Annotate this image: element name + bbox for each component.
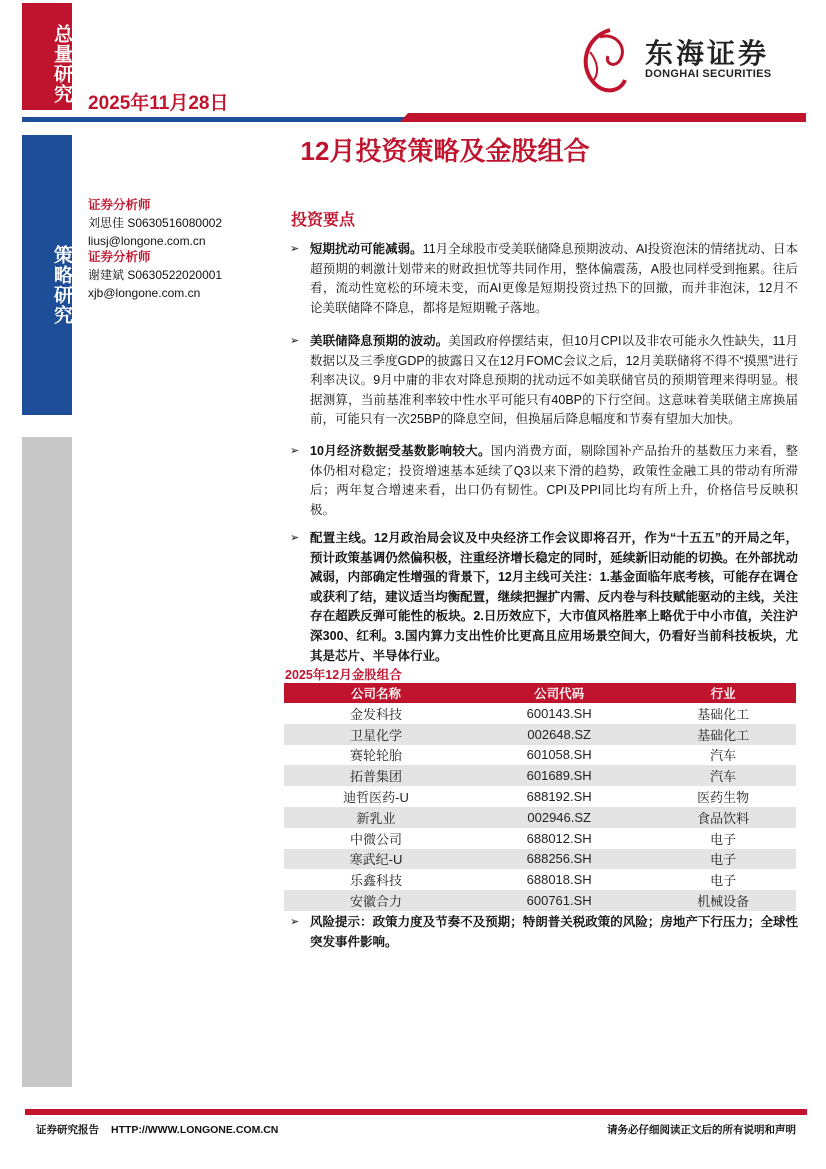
footer-label: 证券研究报告 [36,1124,99,1136]
footer-divider [25,1109,807,1115]
cell-code: 601689.SH [468,765,650,786]
table-row [284,849,796,870]
footer-url[interactable]: HTTP://WWW.LONGONE.COM.CN [111,1124,279,1136]
analyst-role: 证券分析师 [88,250,151,264]
cell-industry: 食品饮料 [650,807,796,828]
cell-code: 688012.SH [526,830,592,846]
table-row [284,724,796,745]
cell-industry: 基础化工 [697,706,750,722]
column-header-code: 公司代码 [468,683,650,703]
analyst-name-id: 刘思佳 S0630516080002 [88,216,223,230]
cell-industry: 基础化工 [650,724,796,745]
cell-code: 601058.SH [526,747,592,763]
table-row [284,869,796,890]
cell-company: 迪哲医药-U [343,790,409,806]
cell-industry: 机械设备 [650,890,796,911]
cell-code: 688256.SH [468,849,650,870]
bullet-arrow-icon: ➢ [290,916,300,928]
report-title: 12月投资策略及金股组合 [300,136,590,166]
table-row [284,786,796,807]
cell-company: 中微公司 [350,831,403,847]
cell-code: 600761.SH [468,890,650,911]
key-point-3 [290,442,798,520]
column-header-industry: 行业 [650,683,796,703]
cell-company: 拓普集团 [284,765,468,786]
cell-code: 688018.SH [526,872,592,888]
bullet-arrow-icon: ➢ [290,445,300,457]
section-tag-macro: 总量研究 [22,3,72,110]
logo-text-en: DONGHAI SECURITIES [645,68,772,80]
table-row [284,828,796,849]
point-heading: 配置主线。 [310,531,375,545]
cell-industry: 医药生物 [697,790,750,806]
column-header-company: 公司名称 [284,683,468,703]
key-point-1 [290,240,798,318]
table-row [284,765,796,786]
bullet-arrow-icon: ➢ [290,335,300,347]
point-body: 12月政治局会议及中央经济工作会议即将召开，作为“十五五”的开局之年，预计政策基调仍然偏积极，注重经济增长稳定的同时，延续新旧动能的切换。在外部扰动减弱，内部确定性增强的背景下，12月主线可关注：1.基金面临年底考核，可能存在调仓或获利了结，建议适当均衡配置，继续把握扩内需、反内卷与科技赋能驱动的主线，关注存在超跌反弹可能性的板块。2.日历效应下，大市值风格胜率上略优于中小市值，关注沪深300、红利。3.国内算力支出性价比更高且应用场景空间大，仍看好当前科技板块，尤其是芯片、半导体行业。 [310,531,798,663]
analyst-role: 证券分析师 [88,198,151,212]
key-point-4 [290,529,798,666]
analyst-2 [88,248,222,302]
key-point-2 [290,332,798,430]
bullet-arrow-icon: ➢ [290,532,300,544]
cell-code: 002648.SZ [468,724,650,745]
point-body: 美国政府停摆结束，但10月CPI以及非农可能永久性缺失，11月数据以及三季度GDP的披露日又在12月FOMC会议之后，12月美联储将不得不“摸黑”进行利率决议。9月中庸的非农对降息预期的扰动远不如美联储官员的预期管理来得明显。根据测算，当前基准利率较中性水平可能只有40BP的下行空间。这意味着美联储主席换届前，可能只有一次25BP的降息空间，但换届后降息幅度和节奏有望加大加快。 [310,334,798,427]
analyst-name-id: 谢建斌 S0630522020001 [88,268,223,282]
cell-industry: 电子 [710,831,737,847]
report-date: 2025年11月28日 [88,93,229,114]
point-heading: 短期扰动可能减弱。 [310,242,423,256]
cell-company: 安徽合力 [284,890,468,911]
footer-left [36,1122,278,1137]
table-row [284,807,796,828]
portfolio-table-title: 2025年12月金股组合 [285,668,402,682]
risk-warning [290,913,798,952]
cell-industry: 电子 [650,849,796,870]
gold-stock-table [284,683,796,911]
risk-heading: 风险提示： [310,915,373,929]
logo-text-cn: 东海证券 [645,38,770,69]
table-row [284,745,796,766]
cell-code: 600143.SH [526,705,592,721]
point-body: 11月全球股市受美联储降息预期波动、AI投资泡沫的情绪扰动、日本超预期的刺激计划带来的财政担忧等共同作用，整体偏震荡，A股也同样受到拖累。往后看，流动性宽松的环境未变，而AI更像是短期投资过热下的回撤，而并非泡沫，12月不论美联储降不降息，都将是短期靴子落地。 [310,242,798,315]
bullet-arrow-icon: ➢ [290,243,300,255]
point-body: 国内消费方面，剔除国补产品抬升的基数压力来看，整体仍相对稳定；投资增速基本延续了Q3以来下滑的趋势，政策性金融工具的带动有所滞后；两年复合增速来看，出口仍有韧性。CPI及PPI同比均有所上升，价格信号反映积极。 [310,444,798,517]
cell-code: 002946.SZ [468,807,650,828]
risk-body: 政策力度及节奏不及预期；特朗普关税政策的风险；房地产下行压力；全球性突发事件影响。 [310,915,798,949]
point-heading: 10月经济数据受基数影响较大。 [310,444,491,458]
footer-disclaimer: 请务必仔细阅读正文后的所有说明和声明 [607,1124,796,1136]
sidebar-grey-bar [22,437,72,1087]
table-row [284,703,796,724]
point-heading: 美联储降息预期的波动。 [310,334,449,348]
cell-industry: 汽车 [650,765,796,786]
section-tag-strategy: 策略研究 [22,135,72,415]
cell-industry: 汽车 [710,748,737,764]
analyst-1 [88,196,222,250]
cell-company: 金发科技 [350,706,403,722]
header-divider-red [400,113,806,122]
header-divider-blue [22,117,407,122]
cell-industry: 电子 [710,873,737,889]
cell-company: 新乳业 [284,807,468,828]
cell-company: 卫星化学 [284,724,468,745]
cell-company: 寒武纪-U [284,849,468,870]
table-row [284,890,796,911]
cell-company: 赛轮轮胎 [350,748,403,764]
key-points-heading: 投资要点 [291,212,356,229]
analyst-email[interactable]: xjb@longone.com.cn [88,286,201,300]
cell-code: 688192.SH [526,789,592,805]
analyst-email[interactable]: liusj@longone.com.cn [88,234,206,248]
cell-company: 乐鑫科技 [350,873,403,889]
